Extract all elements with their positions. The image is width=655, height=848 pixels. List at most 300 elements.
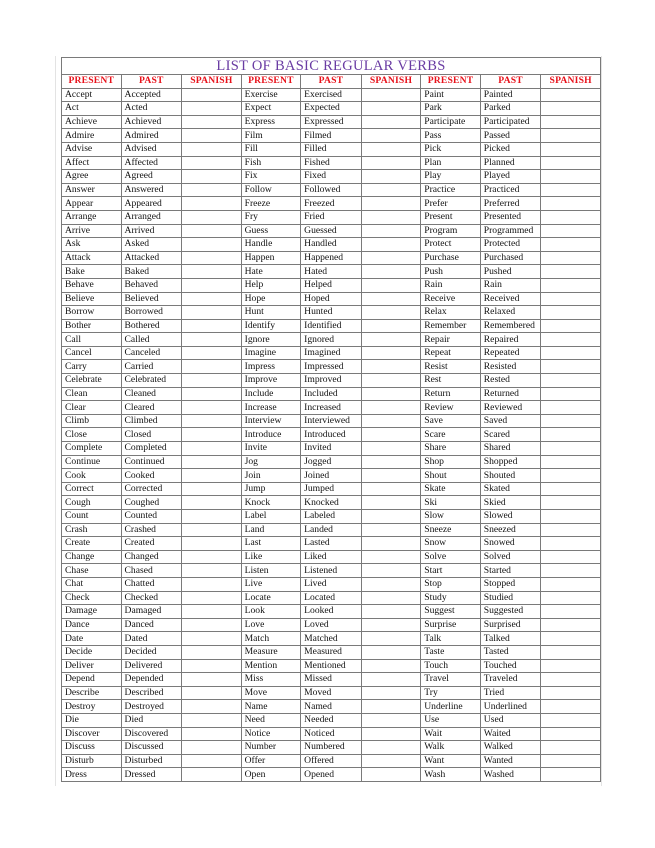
spanish-translation-cell bbox=[361, 197, 421, 211]
past-verb-cell: Suggested bbox=[480, 605, 541, 619]
past-verb-cell: Helped bbox=[301, 278, 362, 292]
spanish-translation-cell bbox=[361, 210, 421, 224]
present-verb-cell: Participate bbox=[421, 115, 481, 129]
table-row bbox=[62, 577, 601, 591]
past-verb-cell: Pushed bbox=[480, 265, 541, 279]
table-row bbox=[62, 605, 601, 619]
past-verb-cell: Painted bbox=[480, 88, 541, 102]
spanish-translation-cell bbox=[361, 700, 421, 714]
spanish-translation-cell bbox=[361, 482, 421, 496]
spanish-translation-cell bbox=[182, 618, 242, 632]
header-present-3: PRESENT bbox=[421, 75, 481, 89]
present-verb-cell: Borrow bbox=[62, 306, 122, 320]
spanish-translation-cell bbox=[182, 686, 242, 700]
present-verb-cell: Shout bbox=[421, 469, 481, 483]
past-verb-cell: Interviewed bbox=[301, 414, 362, 428]
present-verb-cell: Affect bbox=[62, 156, 122, 170]
table-row bbox=[62, 713, 601, 727]
present-verb-cell: Surprise bbox=[421, 618, 481, 632]
spanish-translation-cell bbox=[182, 700, 242, 714]
past-verb-cell: Located bbox=[301, 591, 362, 605]
table-row bbox=[62, 510, 601, 524]
table-row bbox=[62, 88, 601, 102]
past-verb-cell: Solved bbox=[480, 550, 541, 564]
past-verb-cell: Changed bbox=[121, 550, 182, 564]
spanish-translation-cell bbox=[182, 292, 242, 306]
past-verb-cell: Played bbox=[480, 170, 541, 184]
table-row bbox=[62, 197, 601, 211]
present-verb-cell: Receive bbox=[421, 292, 481, 306]
past-verb-cell: Numbered bbox=[301, 741, 362, 755]
spanish-translation-cell bbox=[361, 442, 421, 456]
present-verb-cell: Present bbox=[421, 210, 481, 224]
spanish-translation-cell bbox=[361, 414, 421, 428]
present-verb-cell: Like bbox=[241, 550, 301, 564]
spanish-translation-cell bbox=[182, 510, 242, 524]
present-verb-cell: Study bbox=[421, 591, 481, 605]
past-verb-cell: Mentioned bbox=[301, 659, 362, 673]
spanish-translation-cell bbox=[541, 346, 601, 360]
past-verb-cell: Created bbox=[121, 537, 182, 551]
spanish-translation-cell bbox=[182, 142, 242, 156]
present-verb-cell: Happen bbox=[241, 251, 301, 265]
present-verb-cell: Improve bbox=[241, 374, 301, 388]
present-verb-cell: Answer bbox=[62, 183, 122, 197]
header-row bbox=[62, 75, 601, 89]
table-row bbox=[62, 156, 601, 170]
present-verb-cell: Miss bbox=[241, 673, 301, 687]
past-verb-cell: Practiced bbox=[480, 183, 541, 197]
present-verb-cell: Protect bbox=[421, 238, 481, 252]
past-verb-cell: Rain bbox=[480, 278, 541, 292]
table-row bbox=[62, 346, 601, 360]
present-verb-cell: Pass bbox=[421, 129, 481, 143]
spanish-translation-cell bbox=[541, 333, 601, 347]
past-verb-cell: Guessed bbox=[301, 224, 362, 238]
past-verb-cell: Carried bbox=[121, 360, 182, 374]
past-verb-cell: Tried bbox=[480, 686, 541, 700]
spanish-translation-cell bbox=[361, 673, 421, 687]
table-row bbox=[62, 374, 601, 388]
spanish-translation-cell bbox=[361, 387, 421, 401]
present-verb-cell: Stop bbox=[421, 577, 481, 591]
table-row bbox=[62, 238, 601, 252]
spanish-translation-cell bbox=[361, 713, 421, 727]
past-verb-cell: Imagined bbox=[301, 346, 362, 360]
table-row bbox=[62, 741, 601, 755]
spanish-translation-cell bbox=[541, 428, 601, 442]
spanish-translation-cell bbox=[361, 142, 421, 156]
present-verb-cell: Introduce bbox=[241, 428, 301, 442]
spanish-translation-cell bbox=[541, 306, 601, 320]
past-verb-cell: Programmed bbox=[480, 224, 541, 238]
present-verb-cell: Travel bbox=[421, 673, 481, 687]
present-verb-cell: Invite bbox=[241, 442, 301, 456]
table-row bbox=[62, 754, 601, 768]
past-verb-cell: Shared bbox=[480, 442, 541, 456]
past-verb-cell: Hoped bbox=[301, 292, 362, 306]
spanish-translation-cell bbox=[361, 278, 421, 292]
past-verb-cell: Arranged bbox=[121, 210, 182, 224]
spanish-translation-cell bbox=[182, 278, 242, 292]
past-verb-cell: Borrowed bbox=[121, 306, 182, 320]
spanish-translation-cell bbox=[361, 510, 421, 524]
present-verb-cell: Snow bbox=[421, 537, 481, 551]
past-verb-cell: Shopped bbox=[480, 455, 541, 469]
spanish-translation-cell bbox=[361, 455, 421, 469]
past-verb-cell: Protected bbox=[480, 238, 541, 252]
spanish-translation-cell bbox=[361, 102, 421, 116]
present-verb-cell: Clear bbox=[62, 401, 122, 415]
spanish-translation-cell bbox=[541, 659, 601, 673]
past-verb-cell: Opened bbox=[301, 768, 362, 782]
present-verb-cell: Try bbox=[421, 686, 481, 700]
table-row bbox=[62, 537, 601, 551]
present-verb-cell: Park bbox=[421, 102, 481, 116]
present-verb-cell: Continue bbox=[62, 455, 122, 469]
present-verb-cell: Wash bbox=[421, 768, 481, 782]
spanish-translation-cell bbox=[541, 265, 601, 279]
present-verb-cell: Want bbox=[421, 754, 481, 768]
spanish-translation-cell bbox=[541, 700, 601, 714]
present-verb-cell: Scare bbox=[421, 428, 481, 442]
table-row bbox=[62, 496, 601, 510]
past-verb-cell: Happened bbox=[301, 251, 362, 265]
past-verb-cell: Chatted bbox=[121, 577, 182, 591]
present-verb-cell: Skate bbox=[421, 482, 481, 496]
table-row bbox=[62, 170, 601, 184]
spanish-translation-cell bbox=[541, 469, 601, 483]
spanish-translation-cell bbox=[541, 605, 601, 619]
spanish-translation-cell bbox=[541, 197, 601, 211]
present-verb-cell: Love bbox=[241, 618, 301, 632]
table-row bbox=[62, 333, 601, 347]
present-verb-cell: Dance bbox=[62, 618, 122, 632]
past-verb-cell: Landed bbox=[301, 523, 362, 537]
spanish-translation-cell bbox=[182, 428, 242, 442]
present-verb-cell: Push bbox=[421, 265, 481, 279]
spanish-translation-cell bbox=[541, 115, 601, 129]
spanish-translation-cell bbox=[361, 741, 421, 755]
spanish-translation-cell bbox=[182, 224, 242, 238]
past-verb-cell: Dressed bbox=[121, 768, 182, 782]
past-verb-cell: Stopped bbox=[480, 577, 541, 591]
spanish-translation-cell bbox=[182, 210, 242, 224]
past-verb-cell: Tasted bbox=[480, 645, 541, 659]
table-row bbox=[62, 183, 601, 197]
past-verb-cell: Counted bbox=[121, 510, 182, 524]
present-verb-cell: Knock bbox=[241, 496, 301, 510]
past-verb-cell: Corrected bbox=[121, 482, 182, 496]
past-verb-cell: Surprised bbox=[480, 618, 541, 632]
spanish-translation-cell bbox=[361, 428, 421, 442]
table-row bbox=[62, 455, 601, 469]
present-verb-cell: Last bbox=[241, 537, 301, 551]
present-verb-cell: Mention bbox=[241, 659, 301, 673]
spanish-translation-cell bbox=[361, 156, 421, 170]
past-verb-cell: Celebrated bbox=[121, 374, 182, 388]
present-verb-cell: Interview bbox=[241, 414, 301, 428]
table-row bbox=[62, 727, 601, 741]
present-verb-cell: Slow bbox=[421, 510, 481, 524]
past-verb-cell: Improved bbox=[301, 374, 362, 388]
spanish-translation-cell bbox=[541, 632, 601, 646]
present-verb-cell: Call bbox=[62, 333, 122, 347]
table-row bbox=[62, 129, 601, 143]
spanish-translation-cell bbox=[541, 210, 601, 224]
spanish-translation-cell bbox=[361, 523, 421, 537]
spanish-translation-cell bbox=[182, 577, 242, 591]
past-verb-cell: Received bbox=[480, 292, 541, 306]
past-verb-cell: Damaged bbox=[121, 605, 182, 619]
past-verb-cell: Danced bbox=[121, 618, 182, 632]
header-past-2: PAST bbox=[301, 75, 362, 89]
past-verb-cell: Wanted bbox=[480, 754, 541, 768]
spanish-translation-cell bbox=[541, 442, 601, 456]
table-row bbox=[62, 360, 601, 374]
spanish-translation-cell bbox=[541, 482, 601, 496]
past-verb-cell: Passed bbox=[480, 129, 541, 143]
past-verb-cell: Lived bbox=[301, 577, 362, 591]
past-verb-cell: Moved bbox=[301, 686, 362, 700]
header-spanish-2: SPANISH bbox=[361, 75, 421, 89]
spanish-translation-cell bbox=[541, 768, 601, 782]
spanish-translation-cell bbox=[541, 238, 601, 252]
past-verb-cell: Jogged bbox=[301, 455, 362, 469]
present-verb-cell: Arrive bbox=[62, 224, 122, 238]
present-verb-cell: Behave bbox=[62, 278, 122, 292]
spanish-translation-cell bbox=[541, 455, 601, 469]
present-verb-cell: Clean bbox=[62, 387, 122, 401]
present-verb-cell: Shop bbox=[421, 455, 481, 469]
present-verb-cell: Practice bbox=[421, 183, 481, 197]
present-verb-cell: Ask bbox=[62, 238, 122, 252]
spanish-translation-cell bbox=[541, 645, 601, 659]
header-present-1: PRESENT bbox=[62, 75, 122, 89]
spanish-translation-cell bbox=[361, 319, 421, 333]
present-verb-cell: Handle bbox=[241, 238, 301, 252]
title-row bbox=[62, 58, 601, 75]
present-verb-cell: Appear bbox=[62, 197, 122, 211]
spanish-translation-cell bbox=[361, 591, 421, 605]
past-verb-cell: Followed bbox=[301, 183, 362, 197]
present-verb-cell: Join bbox=[241, 469, 301, 483]
table-row bbox=[62, 591, 601, 605]
spanish-translation-cell bbox=[182, 251, 242, 265]
table-row bbox=[62, 768, 601, 782]
spanish-translation-cell bbox=[541, 618, 601, 632]
past-verb-cell: Filmed bbox=[301, 129, 362, 143]
spanish-translation-cell bbox=[361, 115, 421, 129]
present-verb-cell: Save bbox=[421, 414, 481, 428]
present-verb-cell: Suggest bbox=[421, 605, 481, 619]
table-row bbox=[62, 387, 601, 401]
past-verb-cell: Filled bbox=[301, 142, 362, 156]
table-row bbox=[62, 102, 601, 116]
spanish-translation-cell bbox=[541, 754, 601, 768]
present-verb-cell: Hate bbox=[241, 265, 301, 279]
spanish-translation-cell bbox=[182, 319, 242, 333]
past-verb-cell: Chased bbox=[121, 564, 182, 578]
past-verb-cell: Dated bbox=[121, 632, 182, 646]
present-verb-cell: Check bbox=[62, 591, 122, 605]
present-verb-cell: Dress bbox=[62, 768, 122, 782]
present-verb-cell: Rain bbox=[421, 278, 481, 292]
spanish-translation-cell bbox=[182, 170, 242, 184]
past-verb-cell: Returned bbox=[480, 387, 541, 401]
past-verb-cell: Snowed bbox=[480, 537, 541, 551]
past-verb-cell: Studied bbox=[480, 591, 541, 605]
table-row bbox=[62, 523, 601, 537]
past-verb-cell: Presented bbox=[480, 210, 541, 224]
past-verb-cell: Canceled bbox=[121, 346, 182, 360]
present-verb-cell: Help bbox=[241, 278, 301, 292]
spanish-translation-cell bbox=[361, 577, 421, 591]
present-verb-cell: Need bbox=[241, 713, 301, 727]
table-row bbox=[62, 319, 601, 333]
past-verb-cell: Completed bbox=[121, 442, 182, 456]
past-verb-cell: Destroyed bbox=[121, 700, 182, 714]
past-verb-cell: Agreed bbox=[121, 170, 182, 184]
spanish-translation-cell bbox=[541, 713, 601, 727]
present-verb-cell: Attack bbox=[62, 251, 122, 265]
table-row bbox=[62, 673, 601, 687]
spanish-translation-cell bbox=[361, 686, 421, 700]
present-verb-cell: Jog bbox=[241, 455, 301, 469]
table-row bbox=[62, 700, 601, 714]
past-verb-cell: Increased bbox=[301, 401, 362, 415]
spanish-translation-cell bbox=[182, 645, 242, 659]
spanish-translation-cell bbox=[541, 88, 601, 102]
spanish-translation-cell bbox=[182, 414, 242, 428]
spanish-translation-cell bbox=[361, 564, 421, 578]
present-verb-cell: Arrange bbox=[62, 210, 122, 224]
spanish-translation-cell bbox=[361, 129, 421, 143]
present-verb-cell: Bother bbox=[62, 319, 122, 333]
past-verb-cell: Accepted bbox=[121, 88, 182, 102]
spanish-translation-cell bbox=[541, 183, 601, 197]
spanish-translation-cell bbox=[541, 564, 601, 578]
spanish-translation-cell bbox=[182, 550, 242, 564]
past-verb-cell: Disturbed bbox=[121, 754, 182, 768]
spanish-translation-cell bbox=[541, 170, 601, 184]
present-verb-cell: Decide bbox=[62, 645, 122, 659]
past-verb-cell: Identified bbox=[301, 319, 362, 333]
past-verb-cell: Matched bbox=[301, 632, 362, 646]
past-verb-cell: Introduced bbox=[301, 428, 362, 442]
present-verb-cell: Resist bbox=[421, 360, 481, 374]
past-verb-cell: Looked bbox=[301, 605, 362, 619]
header-past-1: PAST bbox=[121, 75, 182, 89]
present-verb-cell: Imagine bbox=[241, 346, 301, 360]
past-verb-cell: Liked bbox=[301, 550, 362, 564]
present-verb-cell: Hunt bbox=[241, 306, 301, 320]
spanish-translation-cell bbox=[182, 469, 242, 483]
spanish-translation-cell bbox=[361, 768, 421, 782]
spanish-translation-cell bbox=[182, 387, 242, 401]
spanish-translation-cell bbox=[182, 768, 242, 782]
header-spanish-1: SPANISH bbox=[182, 75, 242, 89]
spanish-translation-cell bbox=[182, 374, 242, 388]
past-verb-cell: Arrived bbox=[121, 224, 182, 238]
present-verb-cell: Listen bbox=[241, 564, 301, 578]
present-verb-cell: Program bbox=[421, 224, 481, 238]
past-verb-cell: Lasted bbox=[301, 537, 362, 551]
spanish-translation-cell bbox=[182, 183, 242, 197]
past-verb-cell: Fished bbox=[301, 156, 362, 170]
present-verb-cell: Fish bbox=[241, 156, 301, 170]
past-verb-cell: Exercised bbox=[301, 88, 362, 102]
past-verb-cell: Joined bbox=[301, 469, 362, 483]
present-verb-cell: Climb bbox=[62, 414, 122, 428]
spanish-translation-cell bbox=[182, 265, 242, 279]
spanish-translation-cell bbox=[182, 591, 242, 605]
past-verb-cell: Ignored bbox=[301, 333, 362, 347]
present-verb-cell: Depend bbox=[62, 673, 122, 687]
past-verb-cell: Invited bbox=[301, 442, 362, 456]
past-verb-cell: Described bbox=[121, 686, 182, 700]
past-verb-cell: Scared bbox=[480, 428, 541, 442]
past-verb-cell: Cooked bbox=[121, 469, 182, 483]
table-row bbox=[62, 306, 601, 320]
table-row bbox=[62, 632, 601, 646]
present-verb-cell: Damage bbox=[62, 605, 122, 619]
spanish-translation-cell bbox=[361, 618, 421, 632]
spanish-translation-cell bbox=[361, 605, 421, 619]
present-verb-cell: Create bbox=[62, 537, 122, 551]
present-verb-cell: Fix bbox=[241, 170, 301, 184]
past-verb-cell: Waited bbox=[480, 727, 541, 741]
past-verb-cell: Asked bbox=[121, 238, 182, 252]
spanish-translation-cell bbox=[361, 360, 421, 374]
spanish-translation-cell bbox=[182, 115, 242, 129]
past-verb-cell: Climbed bbox=[121, 414, 182, 428]
past-verb-cell: Touched bbox=[480, 659, 541, 673]
spanish-translation-cell bbox=[541, 510, 601, 524]
present-verb-cell: Play bbox=[421, 170, 481, 184]
spanish-translation-cell bbox=[541, 577, 601, 591]
spanish-translation-cell bbox=[182, 741, 242, 755]
spanish-translation-cell bbox=[361, 251, 421, 265]
present-verb-cell: Paint bbox=[421, 88, 481, 102]
present-verb-cell: Fry bbox=[241, 210, 301, 224]
spanish-translation-cell bbox=[182, 238, 242, 252]
past-verb-cell: Resisted bbox=[480, 360, 541, 374]
present-verb-cell: Date bbox=[62, 632, 122, 646]
past-verb-cell: Skated bbox=[480, 482, 541, 496]
past-verb-cell: Knocked bbox=[301, 496, 362, 510]
past-verb-cell: Fixed bbox=[301, 170, 362, 184]
past-verb-cell: Parked bbox=[480, 102, 541, 116]
present-verb-cell: Film bbox=[241, 129, 301, 143]
table-title: LIST OF BASIC REGULAR VERBS bbox=[62, 58, 601, 75]
table-row bbox=[62, 645, 601, 659]
spanish-translation-cell bbox=[541, 142, 601, 156]
past-verb-cell: Picked bbox=[480, 142, 541, 156]
spanish-translation-cell bbox=[541, 156, 601, 170]
present-verb-cell: Identify bbox=[241, 319, 301, 333]
spanish-translation-cell bbox=[361, 496, 421, 510]
past-verb-cell: Preferred bbox=[480, 197, 541, 211]
past-verb-cell: Sneezed bbox=[480, 523, 541, 537]
present-verb-cell: Talk bbox=[421, 632, 481, 646]
table-row bbox=[62, 442, 601, 456]
spanish-translation-cell bbox=[182, 713, 242, 727]
table-row bbox=[62, 251, 601, 265]
spanish-translation-cell bbox=[182, 605, 242, 619]
present-verb-cell: Return bbox=[421, 387, 481, 401]
spanish-translation-cell bbox=[361, 306, 421, 320]
